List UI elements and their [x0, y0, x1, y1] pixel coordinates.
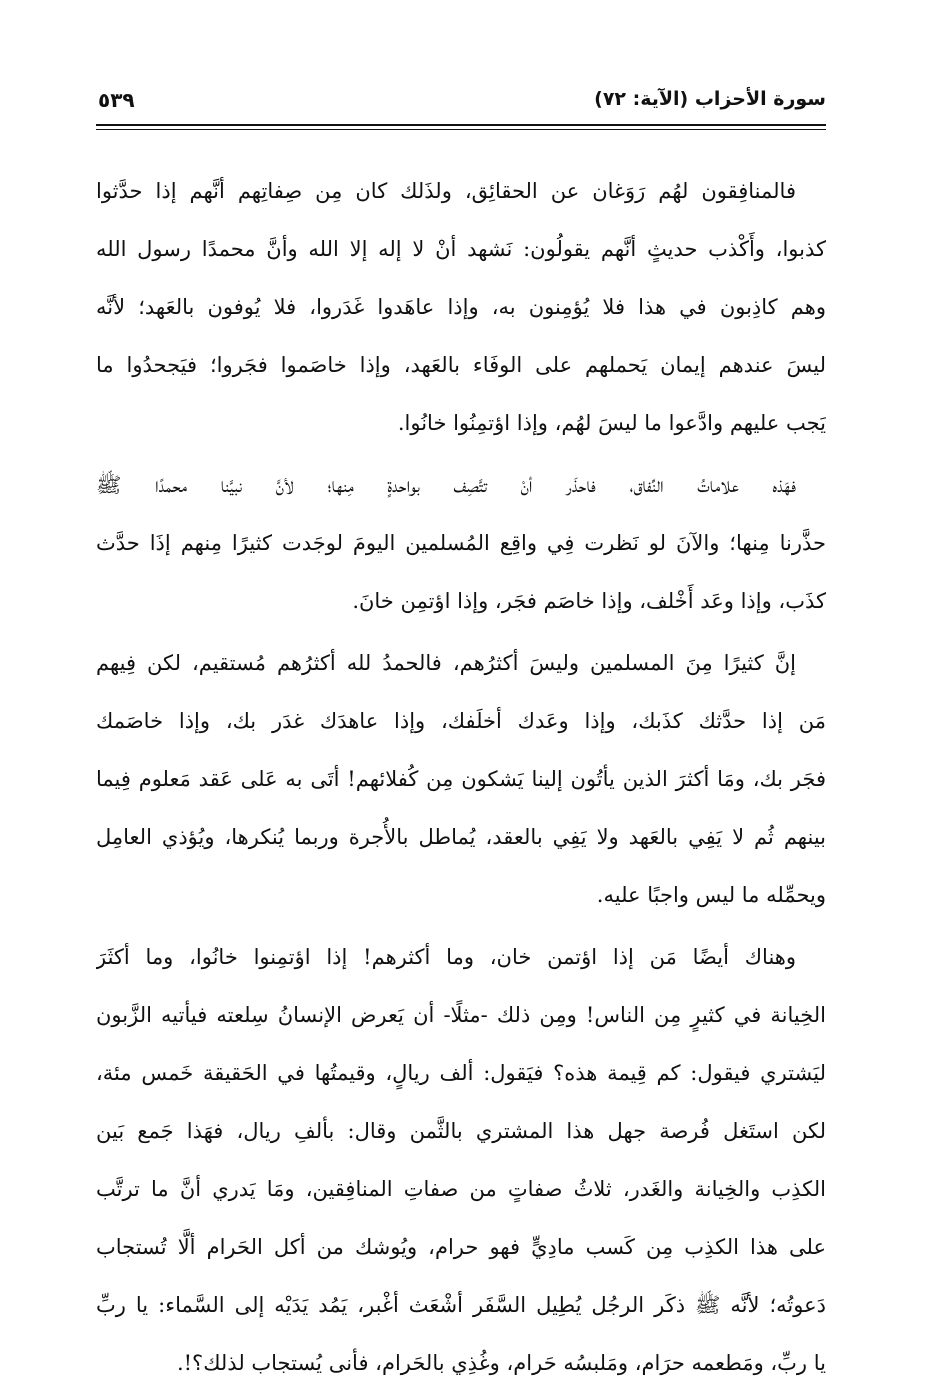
text-line: ويحمِّله ما ليس واجبًا عليه.: [596, 883, 826, 907]
text-line: وهناك أيضًا مَن إذا اؤتمن خان، وما أكثرهم! إذا اؤتمِنوا خانُوا، وما أكثَرَ: [96, 945, 796, 969]
running-header-title: سورة الأحزاب (الآية: ٧٢): [594, 88, 826, 110]
text-line: كذبوا، وأَكْذب حديثٍ أنَّهم يقولُون: نَشهد أنْ لا إله إلا الله وأنَّ محمدًا رسول الله: [96, 237, 826, 261]
text-line: مَن إذا حدَّثك كذَبك، وإذا وعَدك أخلَفك، وإذا عاهدَك غدَر بك، وإذا خاصَمك: [96, 709, 826, 733]
text-line: كذَب، وإذا وعَد أَخْلف، وإذا خاصَم فجَر، وإذا اؤتمِن خانَ.: [352, 589, 826, 613]
text-line: لكن استَغل فُرصة جهل هذا المشتري بالثَّمن وقال: بألفِ ريال، فهَذا جَمع بَين: [96, 1119, 826, 1143]
body-text: [96, 162, 826, 1396]
text-line: فهَذه علاماتُ النِّفاق، فاحذَر أنْ تتَّصِف بواحدةٍ مِنها؛ لأنَّ نبيَّنا محمدًا ﷺ: [96, 473, 796, 497]
text-line: وهم كاذِبون في هذا فلا يُؤمِنون به، وإذا عاهَدوا غَدَروا، فلا يُوفون بالعَهد؛ لأنَّه: [96, 295, 826, 319]
text-line: يا ربِّ، ومَطعمه حرَام، ومَلبسُه حَرام، وغُذِي بالحَرام، فأنى يُستجاب لذلك؟!.: [176, 1351, 826, 1375]
paragraph-1: [96, 162, 826, 452]
text-line: ليَشتري فيقول: كم قِيمة هذه؟ فيَقول: ألف ريالٍ، وقيمتُها في الحَقيقة خَمس مئة،: [96, 1061, 826, 1085]
text-line: الخِيانة في كثيرٍ مِن الناس! ومِن ذلك -مثلًا- أن يَعرض الإنسانُ سِلعته فيأتيه الزَّبون: [96, 1003, 826, 1027]
text-line: على هذا الكذِب مِن كَسب مادِيٍّ فهو حرام، ويُوشك من أكل الحَرام ألَّا تُستجاب: [96, 1235, 826, 1259]
text-line: الكذِب والخِيانة والغَدر، ثلاثُ صفاتٍ من صفاتِ المنافِقين، ومَا يَدري أنَّ ما ترتَّب: [96, 1177, 826, 1201]
text-line: فالمنافِقون لهُم رَوَغان عن الحقائِق، ولذَلك كان مِن صِفاتِهم أنَّهم إذا حدَّثوا: [96, 179, 796, 203]
text-line: فجَر بك، ومَا أكثرَ الذين يأتُون إلينا يَشكون مِن كُفلائهم! أتَى به عَلى عَقد مَعلوم فِيما: [96, 767, 826, 791]
header-rule: [96, 124, 826, 126]
header-rule-thin: [96, 129, 826, 130]
text-line: حذَّرنا مِنها؛ والآنَ لو نَظرت فِي واقِع المُسلمين اليومَ لوجَدت كثيرًا مِنهم إذَا حدَّث: [96, 531, 826, 555]
text-line: يَجب عليهم وادَّعوا ما ليسَ لهُم، وإذا اؤتمِنُوا خانُوا.: [397, 411, 826, 435]
paragraph-3: [96, 634, 826, 924]
page-header: [96, 86, 826, 122]
paragraph-4: [96, 928, 826, 1392]
text-line: ليسَ عندهم إيمان يَحملهم على الوفَاء بالعَهد، وإذا خاصَموا فجَروا؛ فيَجحدُوا ما: [96, 353, 826, 377]
paragraph-2: [96, 456, 826, 630]
page-number: ٥٣٩: [98, 88, 135, 112]
text-line: بينهم ثُم لا يَفِي بالعَهد ولا يَفِي بالعقد، يُماطل بالأُجرة وربما يُنكرها، ويُؤذي العامِل: [96, 825, 826, 849]
text-line: إنَّ كثيرًا مِنَ المسلمين وليسَ أكثرُهم، فالحمدُ لله أكثرُهم مُستقيم، لكن فِيهم: [96, 651, 796, 675]
text-line: دَعوتُه؛ لأنَّه ﷺ ذكَر الرجُل يُطِيل السَّفَر أشْعَث أغْبر، يَمُد يَدَيْه إلى السَّماء: يا ربِّ: [96, 1293, 826, 1317]
